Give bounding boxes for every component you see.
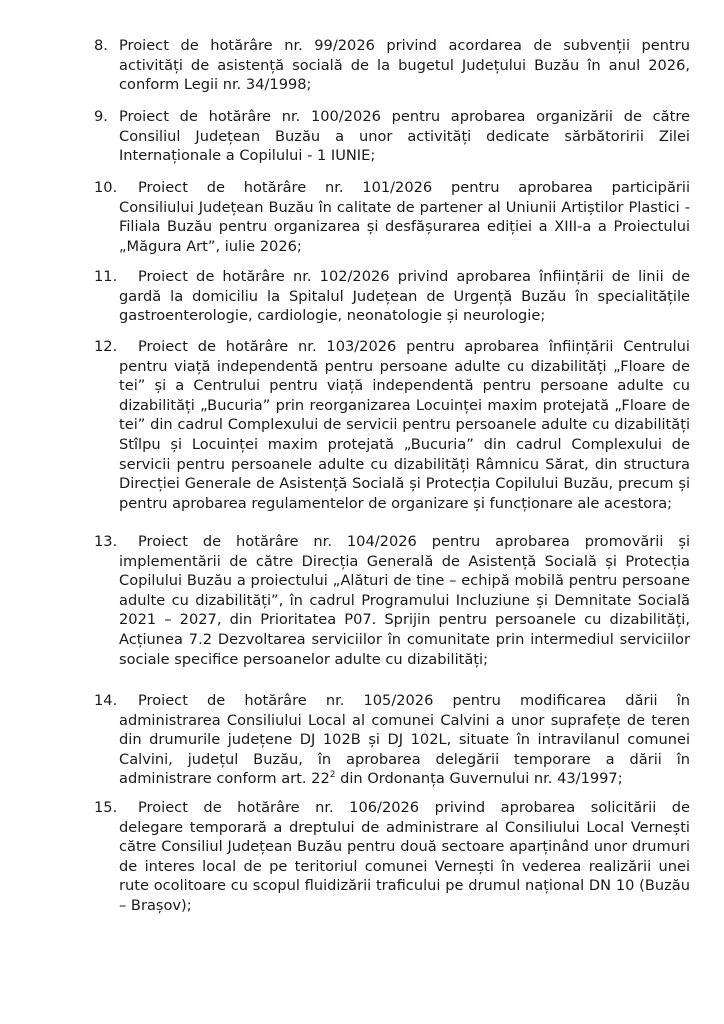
list-item	[94, 267, 690, 326]
list-item	[94, 337, 690, 513]
item-text-first-line: Proiect de hotărâre nr. 104/2026 pentru aprobarea promovării și	[138, 533, 690, 550]
item-text: Consiliul Județean Buzău a unor activități dedicate sărbătoririi Zilei Internaționale a Copilului - 1 IUNIE;	[119, 127, 690, 165]
item-text: delegare temporară a dreptului de administrare al Consiliului Local Vernești către Consiliul Județean Buzău pentru două sectoare aparținând unor drumuri de interes local de pe teritoriul comunei Vernești în vederea realizării unei rute ocolitoare cu scopul fluidizării traficului pe drumul național DN 10 (Buzău – Brașov);	[119, 818, 690, 914]
item-text-first-line: Proiect de hotărâre nr. 106/2026 privind aprobarea solicitării de	[138, 799, 690, 816]
list-item	[94, 798, 690, 916]
item-text: pentru viață independentă pentru persoane adulte cu dizabilități „Floare de tei” și a Centrului pentru viață independentă pentru persoane adulte cu dizabilități „Bucuria” prin reorganizarea Locuinței maxim protejată „Floare de tei” din cadrul Complexului de servicii pentru persoanele adulte cu dizabilități Stîlpu și Locuinței maxim protejată „Bucuria” din cadrul Complexului de servicii pentru persoanele adulte cu dizabilități Râmnicu Sărat, din structura Direcției Generale de Asistență Socială și Protecția Copilului Buzău, precum și pentru aprobarea regulamentelor de organizare și funcționare ale acestora;	[119, 357, 690, 512]
item-text: implementării de către Direcția Generală de Asistență Socială și Protecția Copilului Buzău a proiectului „Alături de tine – echipă mobilă pentru persoane adulte cu dizabilități”, în cadrul Programului Incluziune și Demnitate Socială 2021 – 2027, din Prioritatea P07. Sprijin pentru persoanele cu dizabilități, Acțiunea 7.2 Dezvoltarea serviciilor în comunitate prin intermediul serviciilor sociale specifice persoanelor adulte cu dizabilități;	[119, 552, 690, 668]
list-item	[94, 178, 690, 256]
item-number: 12.	[94, 338, 118, 355]
item-text-part: din Ordonanța Guvernului nr. 43/1997;	[335, 770, 623, 788]
item-number: 9.	[94, 108, 108, 125]
item-text: gardă la domiciliu la Spitalul Județean de Urgență Buzău în specialitățile gastroenterologie, cardiologie, neonatologie și neurologie;	[119, 287, 690, 325]
item-text-first-line: Proiect de hotărâre nr. 105/2026 pentru modificarea dării în	[138, 692, 690, 709]
item-number: 13.	[94, 533, 118, 550]
list-item	[94, 107, 690, 166]
item-text-first-line: Proiect de hotărâre nr. 102/2026 privind aprobarea înființării de linii de	[138, 268, 690, 285]
list-item	[94, 36, 690, 95]
item-text-first-line: Proiect de hotărâre nr. 100/2026 pentru aprobarea organizării de către	[119, 108, 690, 125]
item-text-first-line: Proiect de hotărâre nr. 99/2026 privind acordarea de subvenții pentru	[119, 37, 690, 54]
item-text	[94, 711, 690, 789]
item-text-part: administrarea Consiliului Local al comunei Calvini a unor suprafețe de teren din drumurile județene DJ 102B și DJ 102L, situate în intravilanul comunei Calvini, județul Buzău, în aprobarea delegării temporare a dării în administrare conform art. 22	[119, 711, 690, 788]
item-text-first-line: Proiect de hotărâre nr. 103/2026 pentru aprobarea înființării Centrului	[138, 338, 690, 355]
list-item	[94, 691, 690, 789]
item-number: 11.	[94, 268, 118, 285]
superscript: 2	[329, 770, 336, 781]
item-number: 15.	[94, 799, 118, 816]
item-number: 10.	[94, 179, 118, 196]
item-text-first-line: Proiect de hotărâre nr. 101/2026 pentru aprobarea participării	[138, 179, 690, 196]
item-text: activități de asistență socială de la bugetul Județului Buzău în anul 2026, conform Legii nr. 34/1998;	[119, 56, 690, 94]
list-item	[94, 532, 690, 669]
item-number: 14.	[94, 692, 118, 709]
item-number: 8.	[94, 37, 108, 54]
item-text: Consiliului Județean Buzău în calitate de partener al Uniunii Artiștilor Plastici - Filiala Buzău pentru organizarea și desfășurarea ediției a XIII-a a Proiectului „Măgura Art”, iulie 2026;	[119, 198, 690, 255]
